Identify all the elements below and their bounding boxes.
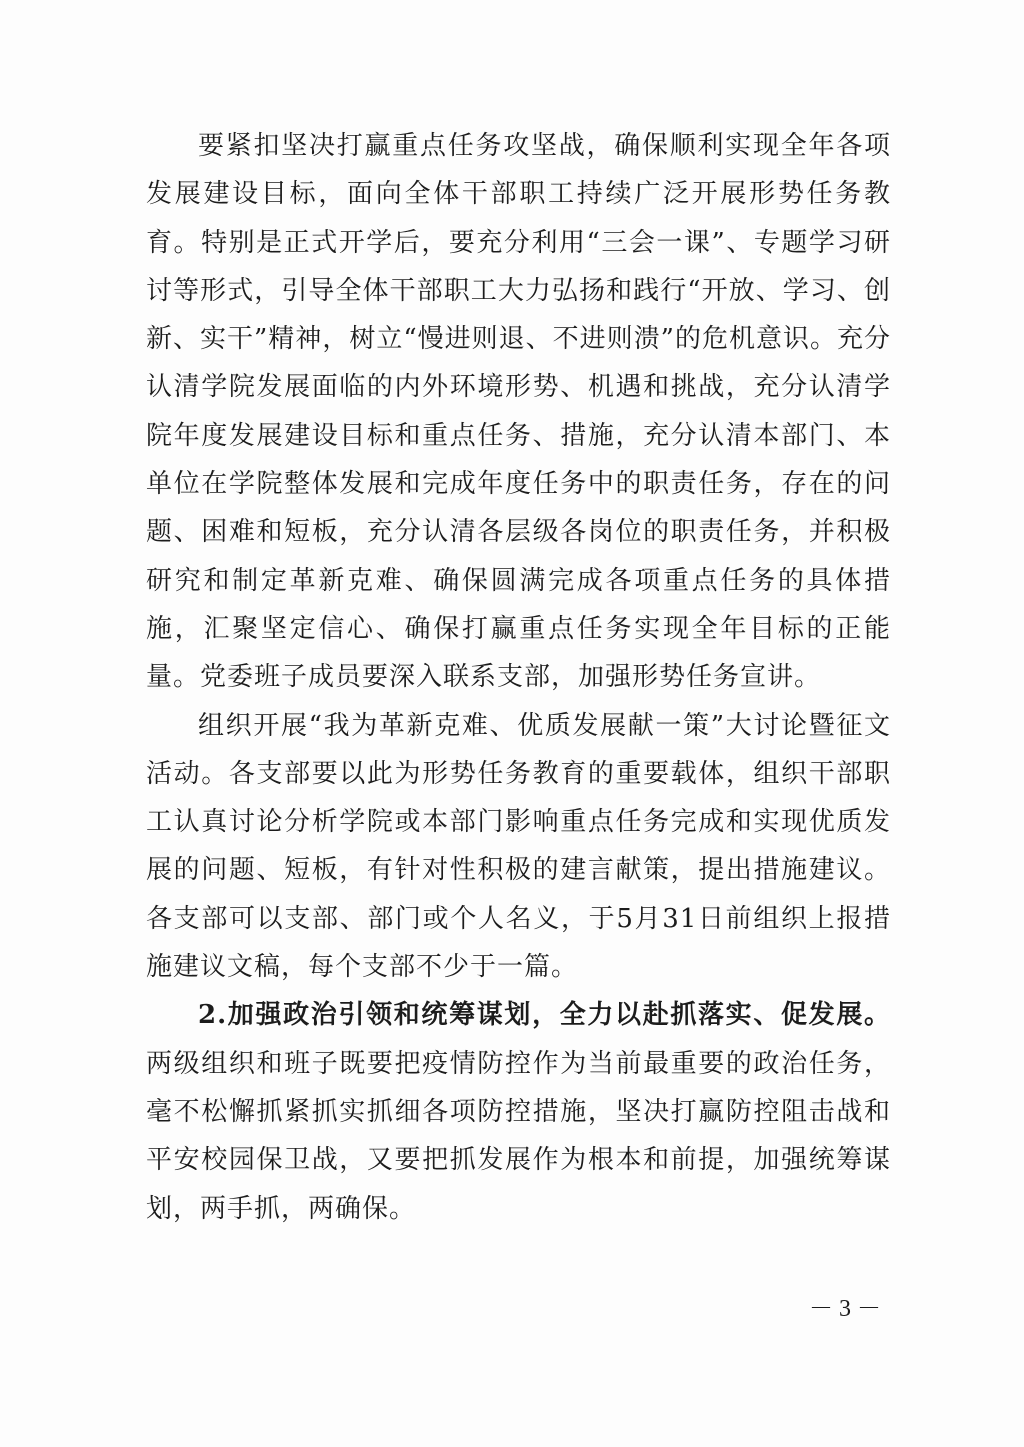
document-body bbox=[146, 122, 891, 1233]
section-heading bbox=[146, 991, 891, 1232]
section-heading-body: 两级组织和班子既要把疫情防控作为当前最重要的政治任务，毫不松懈抓紧抓实抓细各项防控措施，坚决打赢防控阻击战和平安校园保卫战，又要把抓发展作为根本和前提，加强统筹谋划，两手抓，两确保。 bbox=[146, 1048, 891, 1224]
paragraph-essay-activity: 组织开展“我为革新克难、优质发展献一策”大讨论暨征文活动。各支部要以此为形势任务教育的重要载体，组织干部职工认真讨论分析学院或本部门影响重点任务完成和实现优质发展的问题、短板，有针对性积极的建言献策，提出措施建议。各支部可以支部、部门或个人名义，于5月31日前组织上报措施建议文稿，每个支部不少于一篇。 bbox=[146, 710, 891, 983]
page-number: － 3 － bbox=[809, 1296, 881, 1322]
paragraph-situation-education: 要紧扣坚决打赢重点任务攻坚战，确保顺利实现全年各项发展建设目标，面向全体干部职工持续广泛开展形势任务教育。特别是正式开学后，要充分利用“三会一课”、专题学习研讨等形式，引导全体干部职工大力弘扬和践行“开放、学习、创新、实干”精神，树立“慢进则退、不进则溃”的危机意识。充分认清学院发展面临的内外环境形势、机遇和挑战，充分认清学院年度发展建设目标和重点任务、措施，充分认清本部门、本单位在学院整体发展和完成年度任务中的职责任务，存在的问题、困难和短板，充分认清各层级各岗位的职责任务，并积极研究和制定革新克难、确保圆满完成各项重点任务的具体措施，汇聚坚定信心、确保打赢重点任务实现全年目标的正能量。党委班子成员要深入联系支部，加强形势任务宣讲。 bbox=[146, 131, 891, 693]
section-heading-title: 2.加强政治引领和统筹谋划，全力以赴抓落实、促发展。 bbox=[198, 1000, 891, 1031]
